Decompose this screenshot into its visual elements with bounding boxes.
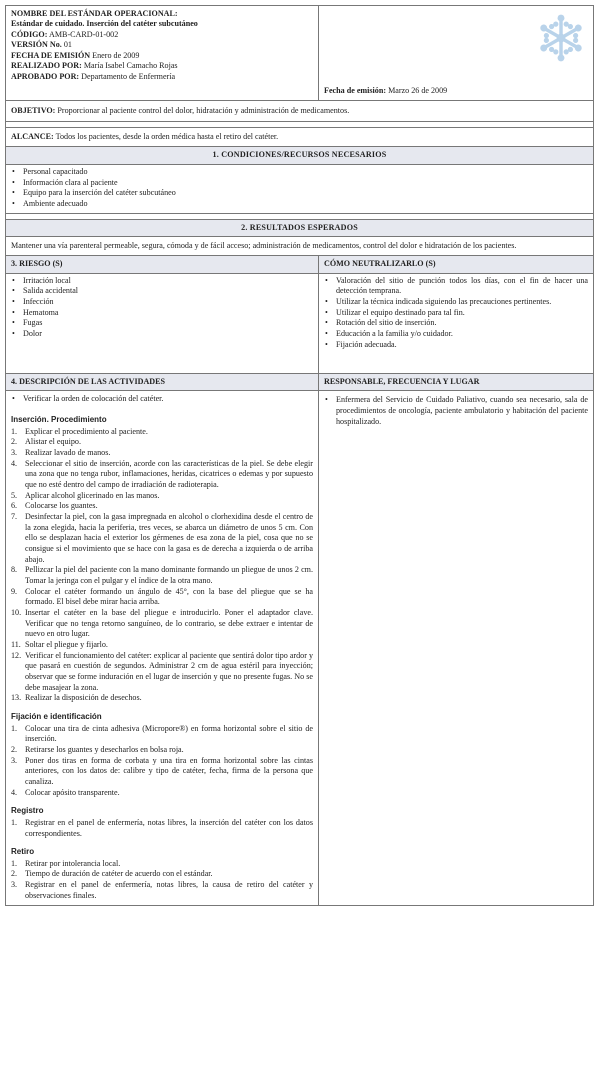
scope-text: Todos los pacientes, desde la orden médica hasta el retiro del catéter.	[53, 131, 279, 141]
step-number: 2.	[11, 869, 18, 879]
insertion-step	[11, 427, 313, 438]
scope-label: ALCANCE:	[11, 131, 54, 141]
record-heading: Registro	[11, 806, 44, 816]
header-line-author: REALIZADO POR: María Isabel Camacho Rojas	[11, 61, 178, 71]
header-info	[6, 6, 319, 100]
responsible-body	[319, 391, 593, 905]
header-line-version: VERSIÓN No. 01	[11, 40, 72, 50]
header-line-name: NOMBRE DEL ESTÁNDAR OPERACIONAL:	[11, 9, 178, 18]
activities-intro	[11, 394, 313, 405]
document-header	[6, 6, 593, 101]
step-text: Insertar el catéter en la base del pliegue e introducirlo. Poner el adaptador clave. Verificar que no tenga retorno sanguíneo, de lo contrario, se debe extraer e intentar de nuevo en otro lugar.	[25, 608, 313, 639]
insertion-step	[11, 640, 313, 651]
resource-item: • Personal capacitado	[11, 167, 588, 178]
step-number: 2.	[11, 744, 18, 754]
step-text: Seleccionar el sitio de inserción, acorde con las características de la piel. Se debe elegir una zona que no tenga rubor, inflamaciones, heridas, cicatrices o edemas y por supuesto que no esté dentro del campo de irradiación de radioterapia.	[25, 458, 313, 489]
step-text: Aplicar alcohol glicerinado en las manos.	[25, 490, 160, 500]
step-text: Colocar el catéter formando un ángulo de 45°, con la base del pliegue que se ha formado. El bisel debe mirar hacia arriba.	[25, 586, 313, 607]
header-line-code: CÓDIGO: AMB-CARD-01-002	[11, 29, 119, 39]
removal-step	[11, 869, 313, 880]
step-number: 8.	[11, 565, 18, 575]
insertion-step	[11, 501, 313, 512]
step-number: 13.	[11, 693, 22, 703]
step-number: 3.	[11, 880, 18, 890]
step-text: Colocar apósito transparente.	[25, 787, 120, 797]
record-steps	[11, 818, 313, 839]
section-2-text: Mantener una vía parenteral permeable, segura, cómoda y de fácil acceso; administración de medicamentos, control del dolor e hidratación de los pacientes.	[6, 237, 593, 256]
record-step	[11, 818, 313, 839]
insertion-step	[11, 693, 313, 704]
insertion-step	[11, 608, 313, 640]
objective-row	[6, 101, 593, 122]
section-2-title: 2. RESULTADOS ESPERADOS	[6, 220, 593, 238]
neutralize-item: • Fijación adecuada.	[324, 340, 588, 351]
step-text: Registrar en el panel de enfermería, notas libres, la causa de retiro del catéter y observaciones finales.	[25, 880, 313, 900]
risk-item: • Infección	[11, 297, 313, 308]
section-1-title: 1. CONDICIONES/RECURSOS NECESARIOS	[6, 147, 593, 165]
fixation-step	[11, 724, 313, 745]
responsible-heading: RESPONSABLE, FRECUENCIA Y LUGAR	[319, 374, 593, 391]
risks-list	[6, 274, 318, 343]
neutralize-item: • Educación a la familia y/o cuidador.	[324, 329, 588, 340]
step-text: Tiempo de duración de catéter de acuerdo con el estándar.	[25, 869, 213, 879]
insertion-step	[11, 459, 313, 491]
fixation-heading: Fijación e identificación	[11, 712, 102, 722]
fixation-steps	[11, 724, 313, 799]
header-line-approver: APROBADO POR: Departamento de Enfermería	[11, 71, 176, 81]
standard-document	[5, 5, 594, 906]
step-number: 1.	[11, 723, 18, 733]
header-line-title: Estándar de cuidado. Inserción del catéter subcutáneo	[11, 19, 198, 29]
insertion-step	[11, 448, 313, 459]
step-number: 2.	[11, 437, 18, 447]
section-3-header	[6, 256, 593, 274]
risks-heading: 3. RIESGO (S)	[6, 256, 319, 273]
step-text: Retirarse los guantes y desecharlos en bolsa roja.	[25, 744, 184, 754]
step-number: 4.	[11, 458, 18, 468]
insertion-step	[11, 587, 313, 608]
step-text: Registrar en el panel de enfermería, notas libres, la inserción del catéter con los datos correspondientes.	[25, 817, 313, 838]
step-text: Retirar por intolerancia local.	[25, 858, 121, 868]
activities-intro-item: • Verificar la orden de colocación del catéter.	[11, 394, 313, 405]
risk-item: • Hematoma	[11, 308, 313, 319]
responsible-item: • Enfermera del Servicio de Cuidado Paliativo, cuando sea necesario, sala de procedimientos de oncología, paciente ambulatorio y habitación del paciente hospitalizado.	[324, 395, 588, 427]
step-number: 7.	[11, 511, 18, 521]
step-text: Realizar lavado de manos.	[25, 447, 111, 457]
step-text: Explicar el procedimiento al paciente.	[25, 426, 148, 436]
snowflake-logo-icon	[535, 12, 587, 64]
risk-item: • Irritación local	[11, 276, 313, 287]
step-text: Desinfectar la piel, con la gasa impregnada en alcohol o clorhexidina desde el centro de la zona elegida, hacia la periferia, tres veces, se abarca un diámetro de unos 5 cm. Con ello se desplazan hacia el exterior los gérmenes de esa zona de la piel, cosa que no se consigue si el movimiento que se hace con la gasa es de derecha a izquierda o de arriba abajo.	[25, 511, 313, 564]
resource-item: • Información clara al paciente	[11, 178, 588, 189]
insertion-steps	[11, 427, 313, 704]
step-number: 5.	[11, 490, 18, 500]
step-text: Realizar la disposición de desechos.	[25, 693, 142, 703]
removal-steps	[11, 859, 313, 902]
risk-item: • Fugas	[11, 318, 313, 329]
step-text: Alistar el equipo.	[25, 437, 81, 447]
risk-item: • Salida accidental	[11, 286, 313, 297]
step-number: 3.	[11, 447, 18, 457]
section-3-content	[6, 274, 593, 374]
step-text: Verificar el funcionamiento del catéter: explicar al paciente que sentirá dolor tipo ardor y que pasará en cuestión de segundos. Administrar 2 cm de agua estéril para inyección; observar que se forme induración en el lugar de inserción y que no presente fugas. No se debe masajear la zona.	[25, 650, 313, 692]
insertion-step	[11, 565, 313, 586]
fixation-step	[11, 756, 313, 788]
step-number: 6.	[11, 501, 18, 511]
fixation-step	[11, 745, 313, 756]
step-number: 1.	[11, 858, 18, 868]
step-text: Colocarse los guantes.	[25, 501, 98, 511]
removal-heading: Retiro	[11, 847, 35, 857]
neutralize-item: • Valoración del sitio de punción todos los días, con el fin de hacer una detección temprana.	[324, 276, 588, 297]
step-number: 12.	[11, 650, 22, 660]
section-1-content	[6, 165, 593, 214]
neutralize-heading: CÓMO NEUTRALIZARLO (S)	[319, 256, 593, 273]
step-text: Soltar el pliegue y fijarlo.	[25, 640, 108, 650]
step-text: Colocar una tira de cinta adhesiva (Micropore®) en forma horizontal sobre el sitio de inserción.	[25, 723, 313, 744]
step-number: 11.	[11, 640, 21, 650]
scope-row	[6, 128, 593, 148]
responsible-list	[319, 391, 593, 430]
step-number: 4.	[11, 787, 18, 797]
step-number: 1.	[11, 817, 18, 827]
step-number: 9.	[11, 586, 18, 596]
removal-step	[11, 859, 313, 870]
step-number: 10.	[11, 608, 22, 618]
step-text: Poner dos tiras en forma de corbata y una tira en forma horizontal sobre las cintas anteriores, con los datos de: calibre y tipo de catéter, fecha, firma de la persona que canaliza.	[25, 755, 313, 786]
risk-item: • Dolor	[11, 329, 313, 340]
insertion-heading: Inserción. Procedimiento	[11, 415, 107, 425]
step-text: Pellizcar la piel del paciente con la mano dominante formando un pliegue de unos 2 cm. Tomar la jeringa con el pulgar y el índice de la otra mano.	[25, 565, 313, 586]
resource-item: • Ambiente adecuado	[11, 199, 588, 210]
insertion-step	[11, 651, 313, 694]
resource-item: • Equipo para la inserción del catéter subcutáneo	[11, 188, 588, 199]
header-right	[319, 6, 593, 100]
step-number: 3.	[11, 755, 18, 765]
header-line-issue-date: FECHA DE EMISIÓN Enero de 2009	[11, 50, 140, 60]
objective-text: Proporcionar al paciente control del dolor, hidratación y administración de medicamentos.	[55, 106, 350, 115]
insertion-step	[11, 437, 313, 448]
removal-step	[11, 880, 313, 901]
fixation-step	[11, 788, 313, 799]
insertion-step	[11, 491, 313, 502]
insertion-step	[11, 512, 313, 565]
resources-list	[6, 165, 593, 213]
activities-heading: 4. DESCRIPCIÓN DE LAS ACTIVIDADES	[6, 374, 319, 391]
objective-label: OBJETIVO:	[11, 106, 56, 115]
step-number: 1.	[11, 426, 18, 436]
section-4-header	[6, 374, 593, 392]
section-4-content	[6, 391, 593, 905]
neutralize-item: • Utilizar el equipo destinado para tal fin.	[324, 308, 588, 319]
activities-body	[6, 391, 319, 905]
emission-date: Fecha de emisión: Marzo 26 de 2009	[324, 86, 448, 96]
neutralize-item: • Rotación del sitio de inserción.	[324, 318, 588, 329]
neutralize-list	[319, 274, 593, 354]
neutralize-item: • Utilizar la técnica indicada siguiendo las precauciones pertinentes.	[324, 297, 588, 308]
